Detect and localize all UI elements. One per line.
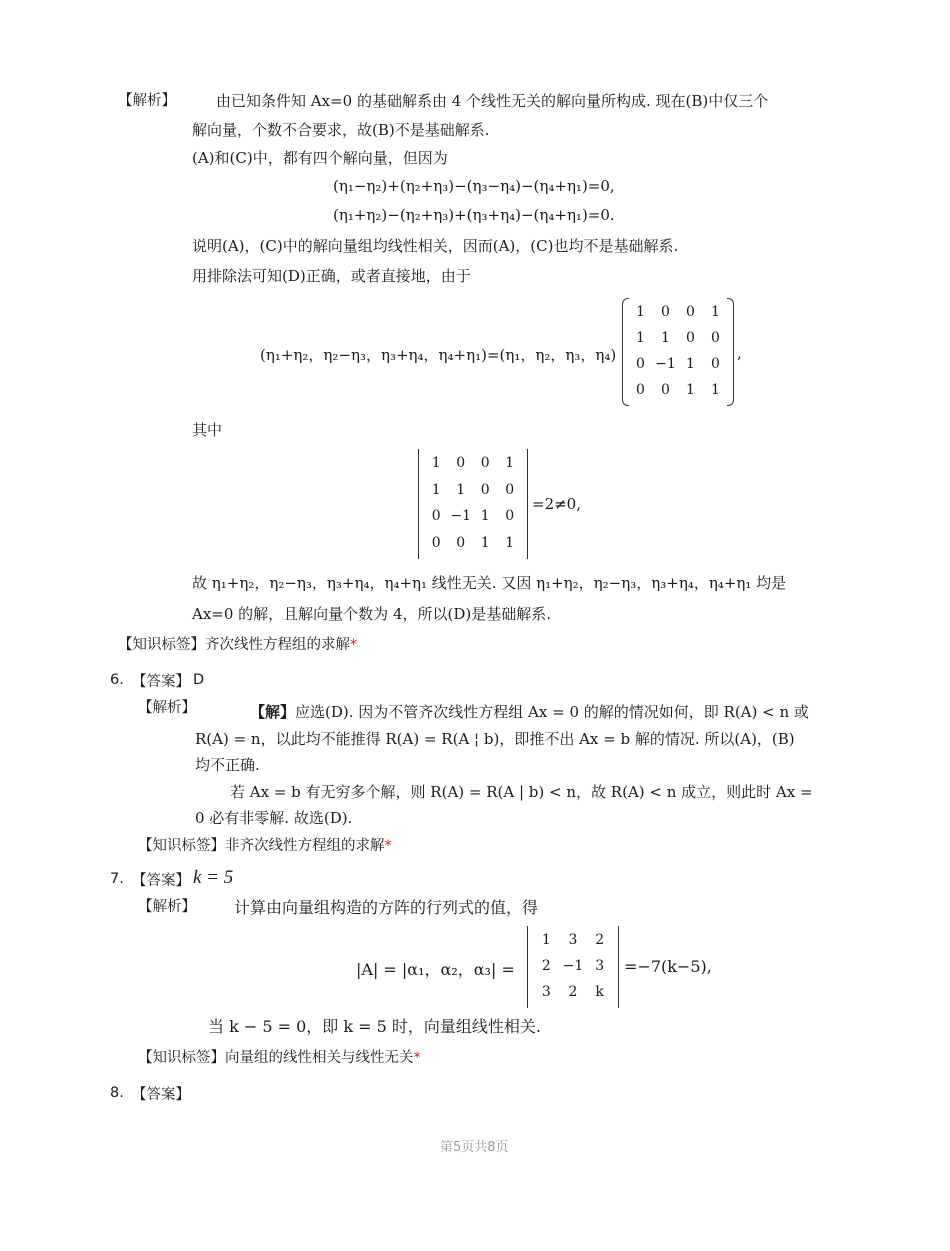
matrix-cell: 3	[541, 984, 551, 1000]
analysis-label: 【解析】	[138, 700, 196, 716]
analysis-line	[250, 702, 809, 722]
answer-value: k = 5	[193, 867, 234, 888]
matrix-cell: 0	[686, 304, 695, 320]
analysis-label: 【解析】	[118, 93, 176, 109]
analysis-line: 由已知条件知 Ax=0 的基础解系由 4 个线性无关的解向量所构成. 现在(B)中仅三个	[216, 92, 769, 110]
analysis-line: 当 k − 5 = 0，即 k = 5 时，向量组线性相关.	[208, 1017, 542, 1036]
page-footer: 第5页共8页	[440, 1140, 509, 1155]
matrix-cell: 0	[431, 508, 441, 525]
matrix-cell: 0	[636, 382, 645, 398]
matrix-cell: 2	[541, 958, 551, 974]
answer-label: 【答案】	[132, 1087, 190, 1103]
answer-label: 【答案】	[132, 873, 190, 889]
matrix-cell: 1	[480, 534, 490, 551]
equation-2: (η₁+η₂)−(η₂+η₃)+(η₃+η₄)−(η₄+η₁)=0.	[333, 206, 615, 224]
matrix-cell: −1	[562, 958, 584, 974]
matrix-cell: 0	[661, 304, 670, 320]
analysis-text: 应选(D). 因为不管齐次线性方程组 Ax = 0 的解的情况如何，即 R(A) < n 或	[295, 703, 809, 721]
tag-star: *	[413, 1050, 421, 1066]
matrix-cell: 1	[505, 534, 515, 551]
matrix-cell: 1	[686, 356, 695, 372]
analysis-line: 说明(A)，(C)中的解向量组均线性相关，因而(A)，(C)也均不是基础解系.	[192, 237, 679, 255]
analysis-line: 0 必有非零解. 故选(D).	[195, 809, 353, 827]
matrix-cell: 0	[636, 356, 645, 372]
matrix-cell: 1	[456, 481, 466, 498]
matrix-cell: 0	[431, 534, 441, 551]
matrix-cell: 1	[686, 382, 695, 398]
matrix-cell: 1	[711, 304, 720, 320]
matrix-cell: 1	[541, 932, 551, 948]
matrix-comma: ,	[737, 344, 742, 362]
question-number: 6.	[110, 672, 124, 688]
analysis-line: 解向量，个数不合要求，故(B)不是基础解系.	[192, 121, 490, 139]
matrix-cell: 3	[568, 932, 578, 948]
matrix-cell: −1	[450, 508, 472, 525]
analysis-line: 故 η₁+η₂，η₂−η₃，η₃+η₄，η₄+η₁ 线性无关. 又因 η₁+η₂，η₂−η₃，η₃+η₄，η₄+η₁ 均是	[192, 574, 787, 592]
tag-label: 【知识标签】	[138, 1050, 225, 1066]
analysis-line: 若 Ax = b 有无穷多个解，则 R(A) = R(A | b) < n，故 R(A) < n 成立，则此时 Ax =	[230, 783, 813, 801]
matrix-cell: 0	[711, 356, 720, 372]
determinant-result: =2≠0,	[532, 495, 581, 513]
matrix-cell: 1	[636, 330, 645, 346]
matrix-cell: 2	[568, 984, 578, 1000]
matrix-cell: 1	[661, 330, 670, 346]
matrix-cell: 0	[456, 534, 466, 551]
tag-text: 非齐次线性方程组的求解	[225, 838, 385, 854]
knowledge-tag	[138, 834, 392, 855]
tag-text: 向量组的线性相关与线性无关	[225, 1050, 414, 1066]
matrix-cell: 3	[595, 958, 605, 974]
matrix-cell: 0	[661, 382, 670, 398]
determinant-result: =−7(k−5),	[624, 957, 712, 976]
question-number: 7.	[110, 871, 124, 887]
matrix-cell: 1	[431, 455, 441, 472]
matrix-cell: 1	[480, 508, 490, 525]
analysis-line: (A)和(C)中，都有四个解向量，但因为	[192, 149, 448, 167]
matrix-cell: 2	[595, 932, 605, 948]
determinant	[527, 926, 619, 1008]
analysis-line: Ax=0 的解，且解向量个数为 4，所以(D)是基础解系.	[192, 605, 551, 623]
analysis-label: 【解析】	[138, 899, 196, 915]
determinant-lhs: |A| = |α₁，α₂，α₃| =	[356, 960, 515, 979]
matrix-cell: −1	[655, 356, 676, 372]
qizhong-text: 其中	[192, 421, 223, 439]
determinant	[418, 449, 528, 559]
matrix-cell: 1	[431, 481, 441, 498]
matrix-cell: 0	[686, 330, 695, 346]
matrix-cell: 0	[711, 330, 720, 346]
knowledge-tag	[138, 1046, 421, 1067]
question-number: 8.	[110, 1085, 124, 1101]
answer-label: 【答案】	[132, 674, 190, 690]
matrix-equation-lhs: (η₁+η₂，η₂−η₃，η₃+η₄，η₄+η₁)=(η₁，η₂，η₃，η₄)	[260, 346, 617, 364]
equation-1: (η₁−η₂)+(η₂+η₃)−(η₃−η₄)−(η₄+η₁)=0,	[333, 177, 615, 195]
matrix-cell: 0	[505, 508, 515, 525]
matrix-cell: k	[595, 984, 604, 1000]
matrix-cell: 0	[505, 481, 515, 498]
analysis-line: R(A) = n，以此均不能推得 R(A) = R(A ¦ b)，即推不出 Ax = b 解的情况. 所以(A)，(B)	[195, 730, 795, 748]
matrix-cell: 0	[480, 481, 490, 498]
knowledge-tag	[118, 633, 357, 654]
tag-text: 齐次线性方程组的求解	[205, 637, 350, 653]
tag-star: *	[384, 838, 392, 854]
analysis-line: 用排除法可知(D)正确，或者直接地，由于	[192, 267, 471, 285]
coefficient-matrix	[622, 298, 734, 406]
tag-label: 【知识标签】	[138, 838, 225, 854]
jie-label: 【解】	[250, 703, 296, 721]
matrix-cell: 0	[456, 455, 466, 472]
tag-star: *	[350, 637, 358, 653]
matrix-cell: 1	[505, 455, 515, 472]
matrix-cell: 1	[636, 304, 645, 320]
answer-value: D	[193, 672, 205, 688]
tag-label: 【知识标签】	[118, 637, 205, 653]
analysis-line: 均不正确.	[195, 756, 260, 774]
analysis-line: 计算由向量组构造的方阵的行列式的值，得	[234, 898, 539, 917]
matrix-cell: 0	[480, 455, 490, 472]
matrix-cell: 1	[711, 382, 720, 398]
